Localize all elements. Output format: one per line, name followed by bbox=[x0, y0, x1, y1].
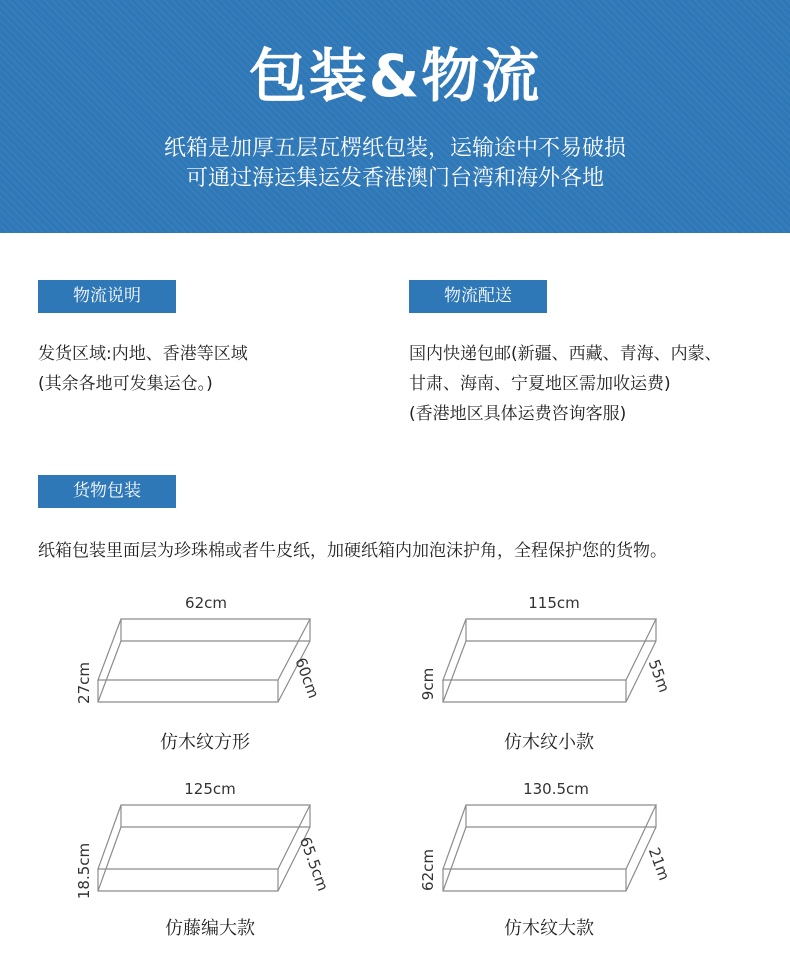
packaging-label: 货物包装 bbox=[38, 475, 176, 508]
box-width-label: 125cm bbox=[184, 780, 236, 798]
box-caption: 仿木纹大款 bbox=[504, 918, 594, 939]
logistics-delivery-label: 物流配送 bbox=[409, 280, 547, 313]
box-height-label: 27cm bbox=[75, 662, 93, 704]
packaging-description: 纸箱包装里面层为珍珠棉或者牛皮纸，加硬纸箱内加泡沫护角，全程保护您的货物。 bbox=[38, 541, 667, 561]
banner-title: 包装&物流 bbox=[248, 42, 542, 110]
logistics-info-label: 物流说明 bbox=[38, 280, 176, 313]
banner-subtitle-line1: 纸箱是加厚五层瓦楞纸包装，运输途中不易破损 bbox=[163, 136, 626, 161]
logistics-delivery-line1: 国内快递包邮(新疆、西藏、青海、内蒙、 bbox=[409, 344, 722, 364]
logistics-delivery-line3: (香港地区具体运费咨询客服) bbox=[409, 404, 627, 424]
logistics-delivery-line2: 甘肃、海南、宁夏地区需加收运费) bbox=[409, 374, 671, 394]
box-caption: 仿木纹小款 bbox=[504, 732, 594, 753]
box-caption: 仿藤编大款 bbox=[165, 918, 255, 939]
logistics-info-line1: 发货区域:内地、香港等区域 bbox=[38, 344, 248, 364]
box-width-label: 115cm bbox=[528, 594, 580, 612]
logistics-info-line2: (其余各地可发集运仓。) bbox=[38, 374, 213, 394]
box-height-label: 9cm bbox=[419, 667, 437, 701]
box-depth-label: 21m bbox=[644, 845, 674, 883]
box-caption: 仿木纹方形 bbox=[160, 732, 250, 753]
box-depth-label: 60cm bbox=[291, 655, 323, 701]
box-depth-label: 55m bbox=[644, 657, 674, 695]
box-height-label: 18.5cm bbox=[75, 842, 93, 900]
box-depth-label: 65.5cm bbox=[295, 834, 333, 894]
box-width-label: 130.5cm bbox=[523, 780, 589, 798]
box-width-label: 62cm bbox=[185, 594, 227, 612]
box-height-label: 62cm bbox=[419, 849, 437, 891]
banner-subtitle-line2: 可通过海运集运发香港澳门台湾和海外各地 bbox=[185, 166, 604, 191]
